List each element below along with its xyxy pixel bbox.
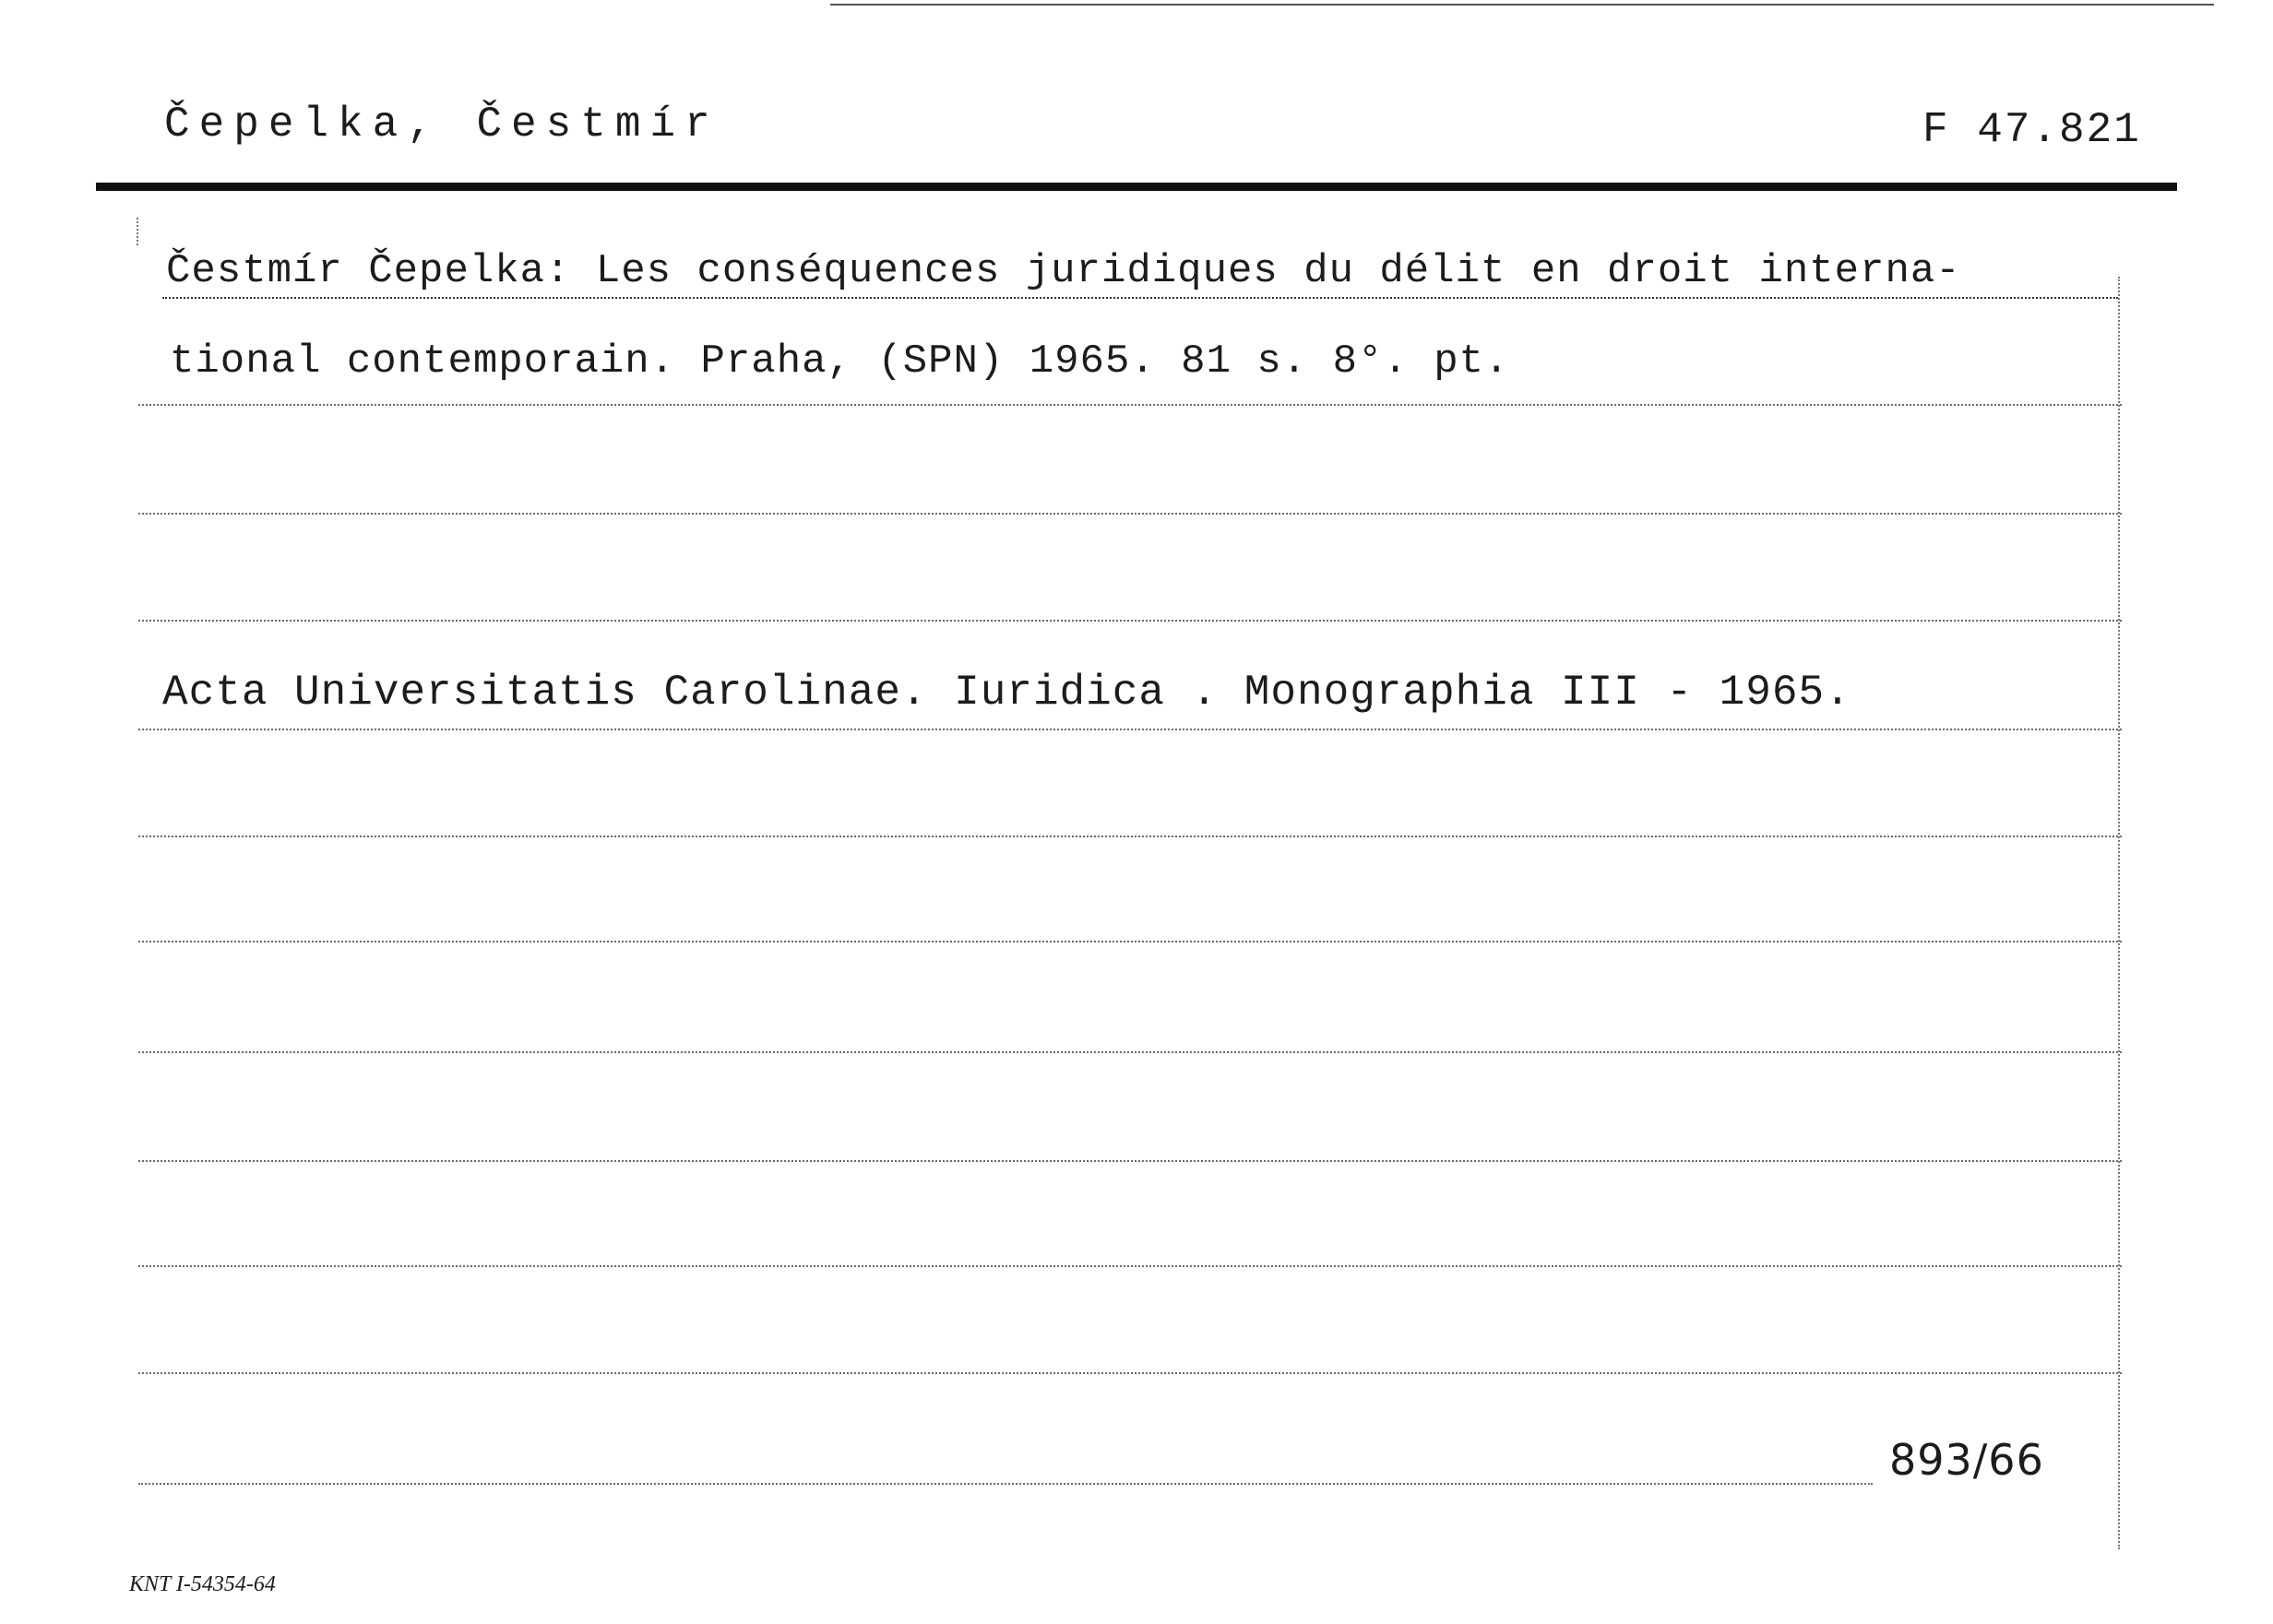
ruled-line	[138, 729, 2122, 730]
underline-1	[162, 297, 2118, 299]
series-statement: Acta Universitatis Carolinae. Iuridica . Monographia III - 1965.	[162, 669, 1851, 717]
ruled-line	[138, 620, 2122, 622]
ruled-line	[138, 1160, 2122, 1162]
call-number: F 47.821	[1922, 106, 2141, 154]
ruled-line	[138, 404, 2122, 406]
ruled-line	[138, 1051, 2122, 1053]
footer-print-code: KNT I-54354-64	[129, 1572, 276, 1596]
ruled-line	[138, 941, 2122, 942]
shelf-number: 893/66	[1889, 1435, 2044, 1485]
header-divider	[96, 183, 2177, 191]
ruled-line	[138, 513, 2122, 515]
top-edge-line	[830, 4, 2214, 6]
ruled-line	[138, 1372, 2122, 1374]
description-line-1: Čestmír Čepelka: Les conséquences juridiques du délit en droit interna-	[166, 248, 1961, 294]
right-margin-dots	[2118, 277, 2120, 1549]
ruled-line	[138, 1483, 1873, 1485]
ruled-line	[138, 836, 2122, 837]
heading-author-name: Čepelka, Čestmír	[164, 101, 720, 148]
ruled-line	[138, 1265, 2122, 1267]
left-margin-dots	[137, 218, 138, 245]
description-line-2: tional contemporain. Praha, (SPN) 1965. 81 s. 8°. pt.	[170, 338, 1510, 385]
